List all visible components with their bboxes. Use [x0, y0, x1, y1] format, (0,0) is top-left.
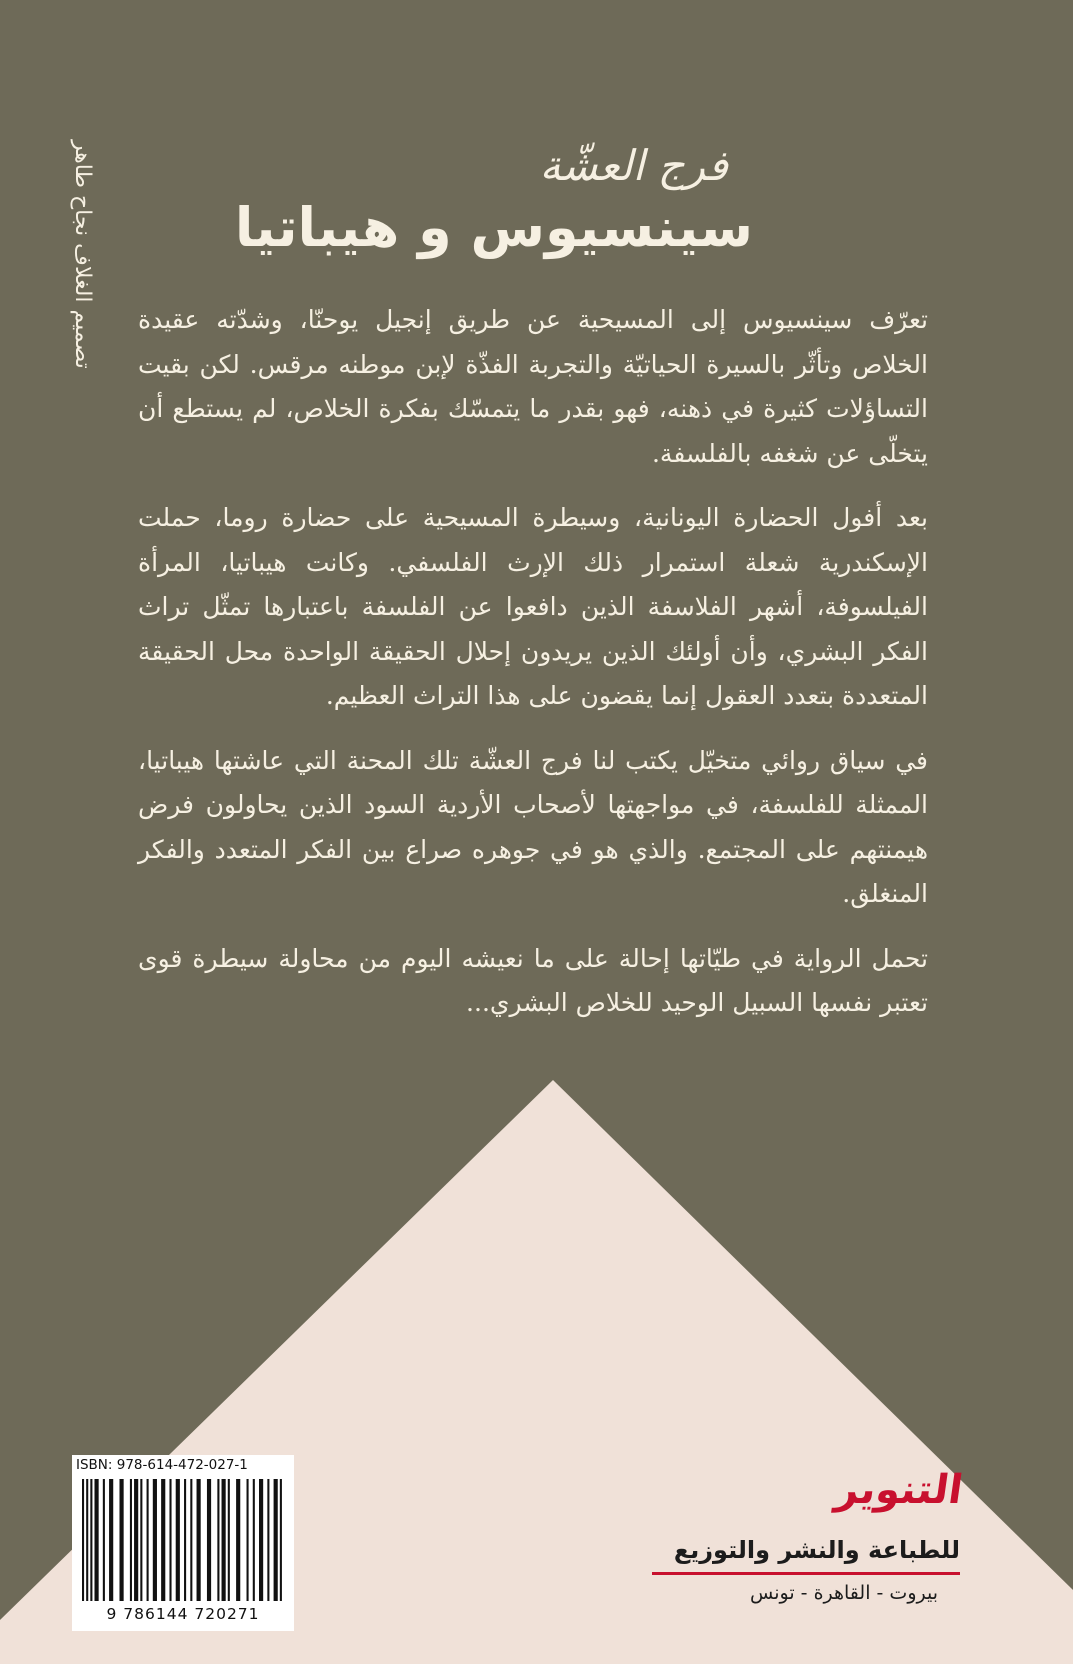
- publisher-logo: التنوير: [832, 1467, 966, 1513]
- barcode-bar: [153, 1479, 157, 1601]
- publisher-divider: [652, 1572, 960, 1575]
- barcode-bars: [82, 1479, 284, 1601]
- barcode-bar: [197, 1479, 201, 1601]
- barcode-bar: [119, 1479, 123, 1601]
- author-name: فرج العشّة: [539, 141, 728, 190]
- barcode-bar: [140, 1479, 142, 1601]
- barcode-bar: [247, 1479, 249, 1601]
- barcode-bar: [134, 1479, 138, 1601]
- barcode-digits: 9 786144 720271: [106, 1605, 260, 1623]
- barcode-label: [72, 1455, 294, 1631]
- barcode-bar: [161, 1479, 165, 1601]
- publisher-name: للطباعة والنشر والتوزيع: [673, 1536, 960, 1564]
- barcode-bar: [222, 1479, 226, 1601]
- blurb-paragraph: تعرّف سينسيوس إلى المسيحية عن طريق إنجيل يوحنّا، وشدّته عقيدة الخلاص وتأثّر بالسيرة الحياتيّة والتجربة الفذّة لإبن موطنه مرقس. لكن بقيت التساؤلات كثيرة في ذهنه، فهو بقدر ما يتمسّك بفكرة الخلاص، لم يستطع أن يتخلّى عن شغفه بالفلسفة.: [138, 305, 928, 468]
- publisher-cities: بيروت - القاهرة - تونس: [750, 1582, 938, 1604]
- barcode-bar: [207, 1479, 211, 1601]
- barcode-bar: [90, 1479, 92, 1601]
- barcode-bar: [228, 1479, 230, 1601]
- barcode-bar: [259, 1479, 263, 1601]
- barcode-bar: [109, 1479, 113, 1601]
- barcode-bar: [86, 1479, 88, 1601]
- barcode-bar: [169, 1479, 171, 1601]
- barcode-bar: [130, 1479, 132, 1601]
- isbn-number: ISBN: 978-614-472-027-1: [76, 1457, 248, 1473]
- barcode-bar: [274, 1479, 278, 1601]
- barcode-bar: [190, 1479, 192, 1601]
- barcode-bar: [280, 1479, 282, 1601]
- barcode-bar: [236, 1479, 240, 1601]
- book-title: سينسيوس و هيباتيا: [234, 196, 753, 259]
- blurb-paragraph: تحمل الرواية في طيّاتها إحالة على ما نعيشه اليوم من محاولة سيطرة قوى تعتبر نفسها السبيل الوحيد للخلاص البشري...: [138, 943, 928, 1017]
- barcode-bar: [184, 1479, 186, 1601]
- blurb-paragraph: في سياق روائي متخيّل يكتب لنا فرج العشّة تلك المحنة التي عاشتها هيباتيا، الممثلة للفلسفة، في مواجهتها لأصحاب الأردية السود الذين يحاولون فرض هيمنتهم على المجتمع. والذي هو في جوهره صراع بين الفكر المتعدد والفكر المنغلق.: [138, 745, 928, 908]
- publisher-block: [650, 1467, 1010, 1650]
- blurb-text: [138, 298, 928, 1046]
- blurb-paragraph: بعد أفول الحضارة اليونانية، وسيطرة المسيحية على حضارة روما، حملت الإسكندرية شعلة استمرار ذلك الإرث الفلسفي. وكانت هيباتيا، المرأة الفيلسوفة، أشهر الفلاسفة الذين دافعوا عن الفلسفة باعتبارها تمثّل تراث الفكر البشري، وأن أولئك الذين يريدون إحلال الحقيقة الواحدة محل الحقيقة المتعددة بتعدد العقول إنما يقضون على هذا التراث العظيم.: [138, 503, 928, 710]
- barcode-bar: [147, 1479, 149, 1601]
- barcode-bar: [253, 1479, 255, 1601]
- barcode-bar: [103, 1479, 105, 1601]
- barcode-bar: [267, 1479, 269, 1601]
- barcode-bar: [94, 1479, 98, 1601]
- barcode-bar: [82, 1479, 84, 1601]
- cover-design-credit: تصميم الغلاف نجاح طاهر: [70, 140, 95, 369]
- barcode-bar: [217, 1479, 219, 1601]
- barcode-bar: [176, 1479, 180, 1601]
